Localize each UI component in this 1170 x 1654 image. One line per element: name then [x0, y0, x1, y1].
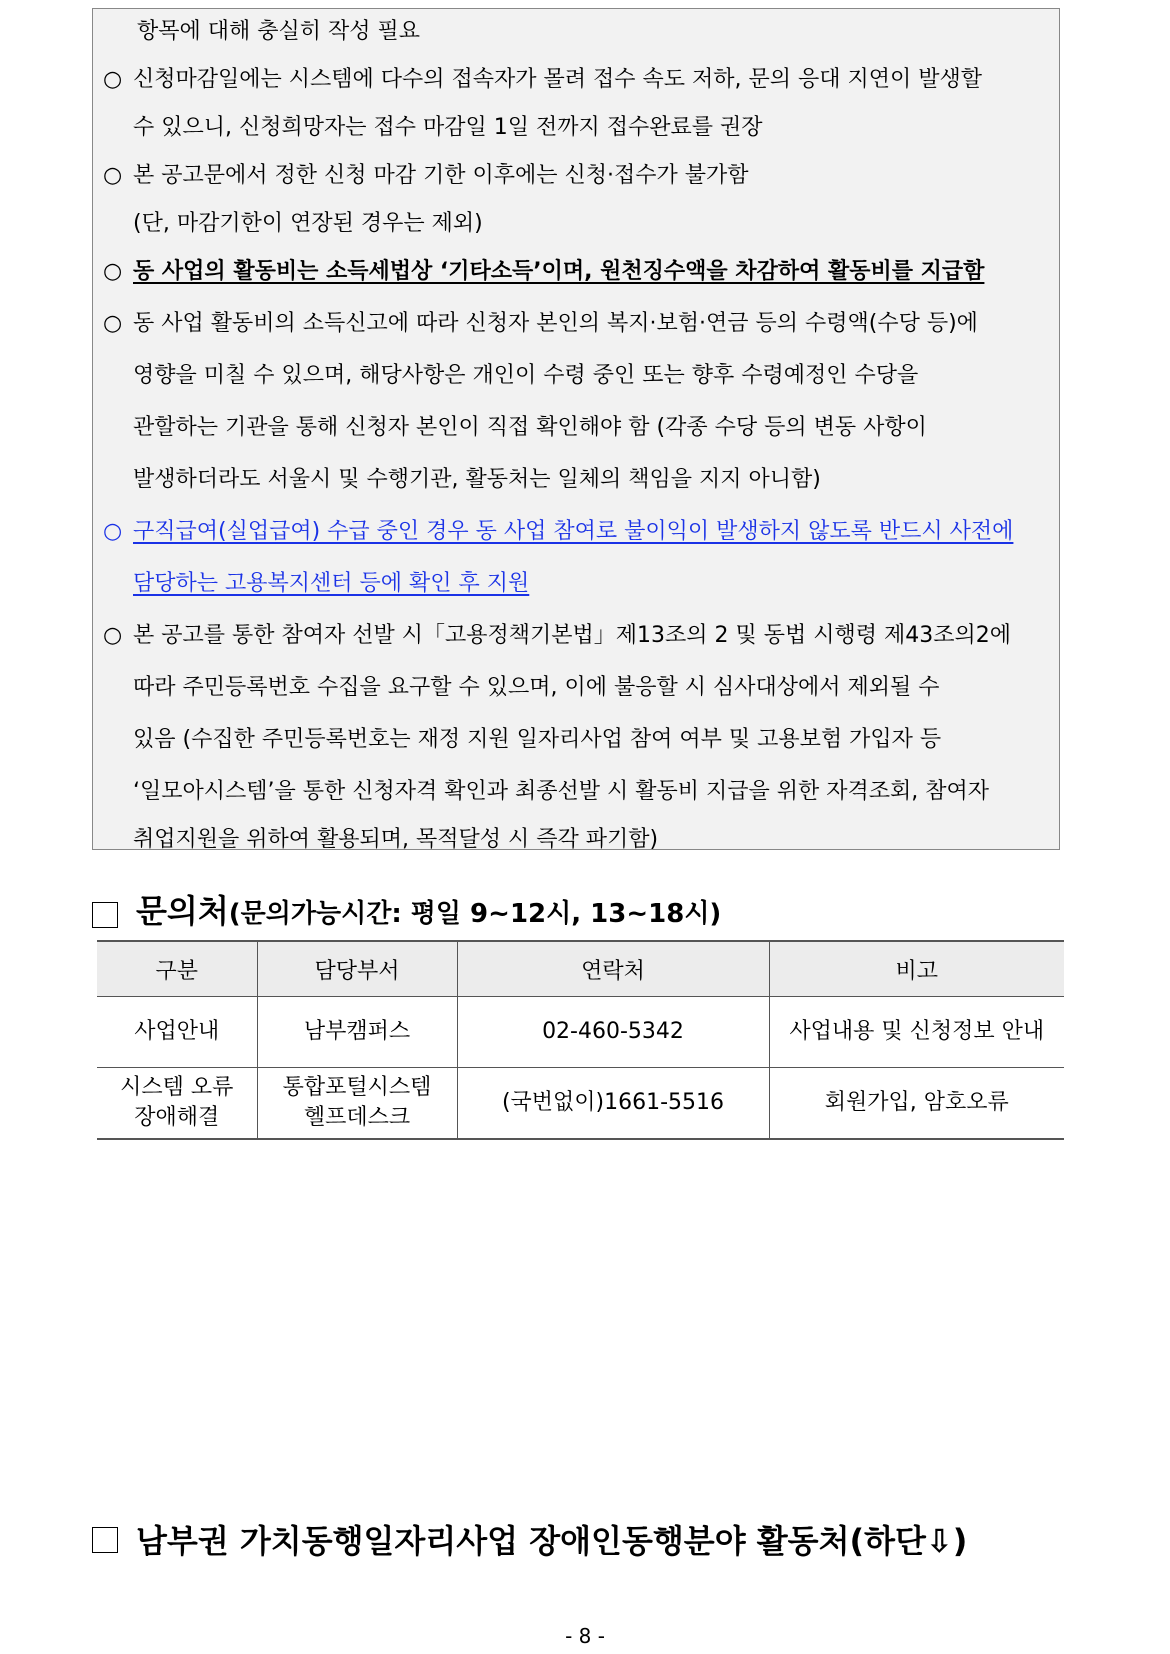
table-cell: 남부캠퍼스: [257, 997, 457, 1068]
notice-line: 수 있으니, 신청희망자는 접수 마감일 1일 전까지 접수완료를 권장: [133, 115, 763, 140]
checkbox-square-icon: [92, 1527, 118, 1553]
notice-bullet-6: [103, 621, 1011, 651]
column-header: 담당부서: [257, 941, 457, 997]
table-cell: 통합포털시스템 헬프데스크: [257, 1068, 457, 1140]
circle-bullet-icon: ○: [103, 163, 123, 188]
table-header-row: [97, 941, 1064, 997]
notice-line: ‘일모아시스템’을 통한 신청자격 확인과 최종선발 시 활동비 지급을 위한 자격조회, 참여자: [133, 779, 989, 804]
column-header: 연락처: [457, 941, 769, 997]
notice-line: 항목에 대해 충실히 작성 필요: [137, 19, 420, 44]
workplace-heading: [92, 1516, 967, 1562]
table-cell: 회원가입, 암호오류: [769, 1068, 1064, 1140]
notice-text-blue: 담당하는 고용복지센터 등에 확인 후 지원: [133, 571, 530, 596]
table-row: [97, 997, 1064, 1068]
circle-bullet-icon: ○: [103, 259, 123, 284]
notice-bullet-2: [103, 161, 749, 191]
notice-text: 본 공고를 통한 참여자 선발 시「고용정책기본법」제13조의 2 및 동법 시행령 제43조의2에: [133, 623, 1011, 648]
notice-line: 관할하는 기관을 통해 신청자 본인이 직접 확인해야 함 (각종 수당 등의 변동 사항이: [133, 415, 927, 440]
notice-line: 취업지원을 위하여 활용되며, 목적달성 시 즉각 파기함): [133, 827, 659, 852]
column-header: 비고: [769, 941, 1064, 997]
notice-bullet-4: [103, 309, 978, 339]
column-header: 구분: [97, 941, 257, 997]
notice-line: 있음 (수집한 주민등록번호는 재정 지원 일자리사업 참여 여부 및 고용보험 가입자 등: [133, 727, 942, 752]
notice-line-blue: [133, 569, 529, 599]
notice-text-emphasis: 동 사업의 활동비는 소득세법상 ‘기타소득’이며, 원천징수액을 차감하여 활동비를 지급함: [133, 259, 985, 284]
contact-heading: [92, 886, 721, 932]
table-cell: (국번없이)1661-5516: [457, 1068, 769, 1140]
table-cell: 사업내용 및 신청정보 안내: [769, 997, 1064, 1068]
notice-text-blue: 구직급여(실업급여) 수급 중인 경우 동 사업 참여로 불이익이 발생하지 않도록 반드시 사전에: [133, 519, 1014, 544]
contact-hours: (문의가능시간: 평일 9~12시, 13~18시): [228, 899, 722, 929]
notice-box: [92, 8, 1060, 850]
contact-table: [97, 940, 1064, 1140]
notice-text: 신청마감일에는 시스템에 다수의 접속자가 몰려 접수 속도 저하, 문의 응대 지연이 발생할: [133, 67, 982, 92]
circle-bullet-icon: ○: [103, 519, 123, 544]
circle-bullet-icon: ○: [103, 311, 123, 336]
circle-bullet-icon: ○: [103, 67, 123, 92]
table-row: [97, 1068, 1064, 1140]
table-cell: 사업안내: [97, 997, 257, 1068]
notice-text: 본 공고문에서 정한 신청 마감 기한 이후에는 신청·접수가 불가함: [133, 163, 749, 188]
page-number: - 8 -: [565, 1624, 605, 1648]
notice-text: 동 사업 활동비의 소득신고에 따라 신청자 본인의 복지·보험·연금 등의 수령액(수당 등)에: [133, 311, 978, 336]
notice-line: 발생하더라도 서울시 및 수행기관, 활동처는 일체의 책임을 지지 아니함): [133, 467, 821, 492]
notice-line: 따라 주민등록번호 수집을 요구할 수 있으며, 이에 불응할 시 심사대상에서 제외될 수: [133, 675, 940, 700]
circle-bullet-icon: ○: [103, 623, 123, 648]
notice-bullet-5: [103, 517, 1013, 547]
table-cell: 02-460-5342: [457, 997, 769, 1068]
notice-bullet-1: [103, 65, 982, 95]
contact-title: 문의처: [136, 892, 229, 930]
table-cell: 시스템 오류 장애해결: [97, 1068, 257, 1140]
notice-line: 영향을 미칠 수 있으며, 해당사항은 개인이 수령 중인 또는 향후 수령예정인 수당을: [133, 363, 919, 388]
checkbox-square-icon: [92, 902, 118, 928]
notice-line: (단, 마감기한이 연장된 경우는 제외): [133, 211, 483, 236]
workplace-title: 남부권 가치동행일자리사업 장애인동행분야 활동처(하단⇩): [136, 1522, 968, 1560]
notice-bullet-3: [103, 257, 984, 287]
